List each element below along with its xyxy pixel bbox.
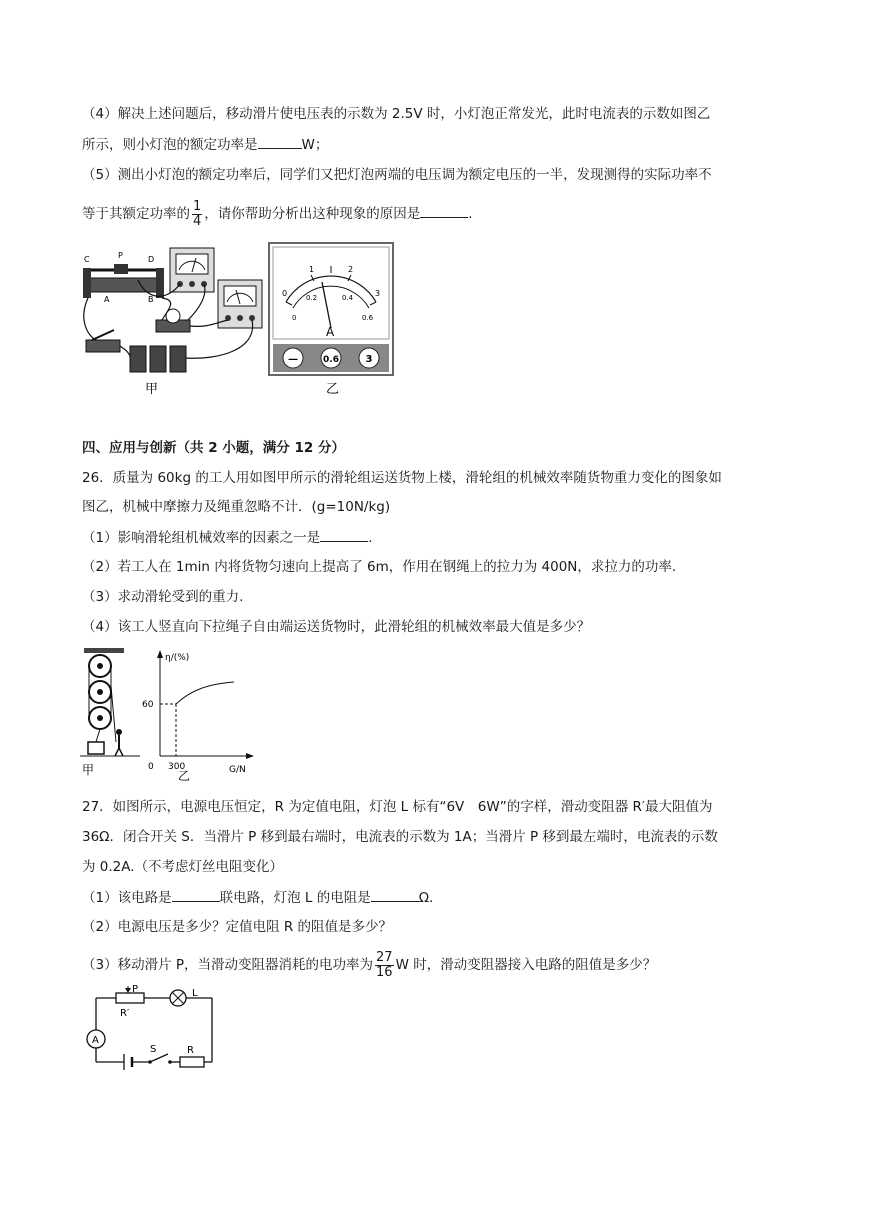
circuit-label-l: L bbox=[192, 988, 198, 999]
answer-blank[interactable] bbox=[320, 527, 368, 542]
voltmeter-figure bbox=[170, 248, 214, 292]
terminal-negative: — bbox=[288, 354, 298, 365]
resistor-symbol bbox=[180, 1057, 204, 1067]
q25-part4-unit: W； bbox=[301, 137, 329, 153]
figure-label-yi: 乙 bbox=[178, 769, 191, 783]
q25-part5-text: 等于其额定功率的 bbox=[82, 206, 190, 222]
battery-symbol bbox=[124, 1054, 132, 1070]
circuit-label-p: P bbox=[132, 984, 139, 995]
q25-part5-line1: （5）测出小灯泡的额定功率后，同学们又把灯泡两端的电压调为额定电压的一半，发现测得的实际功率不 bbox=[82, 167, 712, 183]
q27-sub1-middle: 联电路，灯泡 L 的电阻是 bbox=[219, 890, 371, 906]
meter-upper-0: 0 bbox=[282, 289, 288, 298]
rheostat-symbol bbox=[116, 993, 144, 1003]
q27-sub2: （2）电源电压是多少？定值电阻 R 的阻值是多少？ bbox=[82, 919, 393, 935]
battery-pack-figure bbox=[130, 346, 186, 372]
q27-sub1-text: （1）该电路是 bbox=[82, 890, 172, 906]
q27-sub1-unit: Ω． bbox=[418, 890, 443, 906]
q27-sub3 bbox=[82, 947, 656, 983]
lamp-holder-figure bbox=[156, 309, 190, 332]
slider-arrow-icon bbox=[125, 988, 131, 993]
rheostat-label-c: C bbox=[84, 255, 90, 264]
meter-upper-1: 1 bbox=[309, 265, 315, 274]
q25-part4-text: 所示，则小灯泡的额定功率是 bbox=[82, 137, 258, 153]
fraction-numerator: 1 bbox=[193, 198, 202, 214]
fraction-denominator: 4 bbox=[193, 213, 202, 229]
q27-line2: 36Ω．闭合开关 S．当滑片 P 移到最右端时，电流表的示数为 1A；当滑片 P 移到最左端时，电流表的示数 bbox=[82, 829, 718, 845]
q27-line1: 27．如图所示，电源电压恒定，R 为定值电阻，灯泡 L 标有“6V 6W”的字样，滑动变阻器 R′最大阻值为 bbox=[82, 799, 713, 815]
q25-part5-question: ，请你帮助分析出这种现象的原因是 bbox=[204, 206, 421, 222]
lamp-symbol bbox=[170, 990, 186, 1006]
fraction-denominator: 16 bbox=[376, 964, 393, 980]
graph-x-axis-label: G/N bbox=[229, 765, 246, 775]
meter-lower-0: 0 bbox=[292, 314, 297, 322]
graph-origin-label: 0 bbox=[148, 762, 154, 772]
meter-upper-3: 3 bbox=[375, 289, 381, 298]
q27-sub1 bbox=[82, 887, 443, 908]
terminal-3: 3 bbox=[365, 354, 373, 365]
rheostat-label-b: B bbox=[148, 295, 154, 304]
rheostat-figure bbox=[83, 251, 164, 304]
terminal-06: 0.6 bbox=[323, 355, 339, 365]
q27-sub3-text: （3）移动滑片 P，当滑动变阻器消耗的电功率为 bbox=[82, 957, 374, 973]
meter-lower-02: 0.2 bbox=[306, 294, 318, 302]
answer-blank[interactable] bbox=[258, 134, 302, 149]
q26-sub1-text: （1）影响滑轮组机械效率的因素之一是 bbox=[82, 530, 321, 546]
fraction-numerator: 27 bbox=[376, 949, 393, 965]
rheostat-label-d: D bbox=[148, 255, 155, 264]
graph-y-tick-60: 60 bbox=[142, 700, 154, 710]
worker-icon bbox=[115, 729, 123, 756]
meter-lower-04: 0.4 bbox=[342, 294, 354, 302]
rheostat-label-a: A bbox=[104, 295, 110, 304]
circuit-label-r: R bbox=[187, 1045, 194, 1056]
meter-lower-06: 0.6 bbox=[362, 314, 374, 322]
rheostat-label-p: P bbox=[118, 251, 123, 260]
answer-blank[interactable] bbox=[172, 887, 220, 902]
figure-label-yi: 乙 bbox=[326, 382, 340, 397]
q25-part5-line2 bbox=[82, 196, 473, 232]
switch-symbol bbox=[148, 1054, 172, 1064]
q25-part4-line2 bbox=[82, 134, 328, 155]
graph-x-tick-300: 300 bbox=[168, 762, 186, 772]
fraction-27-16 bbox=[375, 951, 394, 980]
efficiency-graph-figure bbox=[136, 646, 258, 783]
experiment-apparatus-figure bbox=[78, 240, 268, 400]
q25-part4-line1: （4）解决上述问题后，移动滑片使电压表的示数为 2.5V 时，小灯泡正常发光，此时电流表的示数如图乙 bbox=[82, 106, 711, 122]
knife-switch-figure bbox=[86, 330, 120, 352]
q26-sub1 bbox=[82, 527, 372, 548]
q26-sub1-period: . bbox=[368, 530, 373, 546]
meter-upper-2: 2 bbox=[348, 265, 354, 274]
q27-line3: 为 0.2A.（不考虑灯丝电阻变化） bbox=[82, 859, 284, 875]
fraction-one-quarter bbox=[192, 200, 202, 229]
q26-sub3: （3）求动滑轮受到的重力. bbox=[82, 589, 244, 605]
circuit-label-s: S bbox=[150, 1044, 157, 1055]
circuit-label-r-prime: R′ bbox=[120, 1008, 130, 1019]
q25-part5-period: . bbox=[468, 206, 473, 222]
pulley-system-figure bbox=[80, 646, 142, 778]
section-heading: 四、应用与创新（共 2 小题，满分 12 分） bbox=[82, 440, 345, 456]
ammeter-dial-figure bbox=[268, 242, 398, 398]
q26-line1: 26．质量为 60kg 的工人用如图甲所示的滑轮组运送货物上楼，滑轮组的机械效率随货物重力变化的图象如 bbox=[82, 470, 722, 486]
circuit-label-a: A bbox=[92, 1035, 99, 1046]
figure-label-jia: 甲 bbox=[82, 763, 95, 777]
graph-y-axis-label: η/(%) bbox=[165, 653, 190, 663]
circuit-diagram-figure bbox=[80, 984, 220, 1070]
q26-line2: 图乙，机械中摩擦力及绳重忽略不计．(g=10N/kg) bbox=[82, 499, 391, 515]
efficiency-curve bbox=[176, 682, 234, 704]
answer-blank[interactable] bbox=[371, 887, 419, 902]
q27-sub3-question: W 时，滑动变阻器接入电路的阻值是多少？ bbox=[395, 957, 657, 973]
q26-sub2: （2）若工人在 1min 内将货物匀速向上提高了 6m，作用在钢绳上的拉力为 400N，求拉力的功率. bbox=[82, 559, 677, 575]
q26-sub4: （4）该工人竖直向下拉绳子自由端运送货物时，此滑轮组的机械效率最大值是多少？ bbox=[82, 619, 591, 635]
meter-unit: A bbox=[326, 325, 335, 339]
answer-blank[interactable] bbox=[420, 203, 468, 218]
figure-label-jia: 甲 bbox=[145, 382, 159, 397]
